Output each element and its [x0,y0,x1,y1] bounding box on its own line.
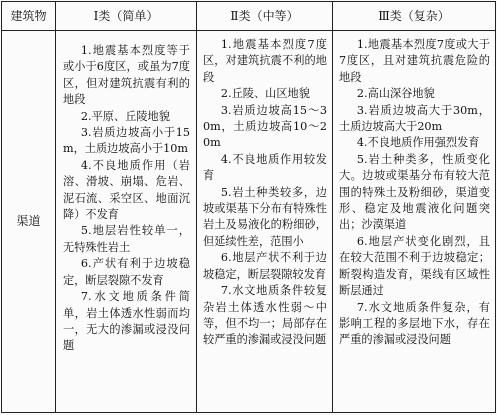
list-item: 5.岩土种类多，性质变化大。边坡或渠基分布有较大范围的特殊土及粉细砂，渠道变形、稳定及地震液化问题突出；沙漠渠道 [339,152,490,232]
list-item: 1.地震基本烈度7度区，对建筑抗震不利的地段 [203,38,327,84]
cell-class-simple [56,31,197,413]
row-label-canal: 渠道 [2,31,56,413]
list-item: 4.不良地质作用较发育 [203,152,327,183]
header-class-medium: Ⅱ类（中等） [197,2,333,31]
cell-class-complex [333,31,496,413]
header-class-complex: Ⅲ类（复杂） [333,2,496,31]
list-item: 2.高山深谷地貌 [356,87,435,101]
list-item: 3.岩质边坡高15～30m，土质边坡高10～20m [203,103,327,150]
list-item: 7.水文地质条件复杂，有影响工程的多层地下水，存在严重的渗漏或浸没问题 [339,300,490,347]
list-item: 6.地层产状不利于边坡稳定，断层裂隙较发育 [203,251,327,281]
list-item: 1.地震基本烈度等于或小于6度区，或虽为7度区，但对建筑抗震有利的地段 [63,44,190,107]
table-header-row [2,2,496,31]
list-item: 5.岩土种类较多，边坡或渠基下分布有特殊性岩土及易液化的粉细砂，但延续性差，范围小 [203,185,327,248]
table-row [2,31,496,413]
list-item: 1.地震基本烈度7度或大于7度区，且对建筑抗震危险的地段 [339,38,490,84]
list-item: 4.不良地质作用（岩溶、滑坡、崩塌、危岩、泥石流、采空区、地面沉降）不发育 [63,158,190,222]
classification-table [1,1,496,413]
list-item: 2.平原、丘陵地貌 [80,109,170,123]
list-item: 2.丘陵、山区地貌 [220,87,310,101]
list-item: 3.岩质边坡高大于30m，土质边坡高大于20m [339,103,490,134]
list-item: 5.地层岩性较单一，无特殊性岩土 [63,224,190,254]
list-item: 6.产状有利于边坡稳定，断层裂隙不发育 [63,257,190,287]
header-building: 建筑物 [2,2,56,31]
list-item: 7.水文地质条件较复杂岩土体透水性弱～中等，但不均一；局部存在较严重的渗漏或浸没问题 [203,284,327,347]
list-item: 6.地层产状变化剧烈，且在较大范围不利于边坡稳定；断裂构造发育，渠线有区域性断层通过 [339,234,490,298]
cell-class-medium [197,31,333,413]
list-item: 3.岩质边坡高小于15m，土质边坡高小于10m [63,126,190,156]
list-item: 7.水文地质条件简单，岩土体透水性弱而均一，无大的渗漏或浸没问题 [63,290,190,353]
list-item: 4.不良地质作用强烈发育 [356,136,480,150]
header-class-simple: Ⅰ类（简单） [56,2,197,31]
